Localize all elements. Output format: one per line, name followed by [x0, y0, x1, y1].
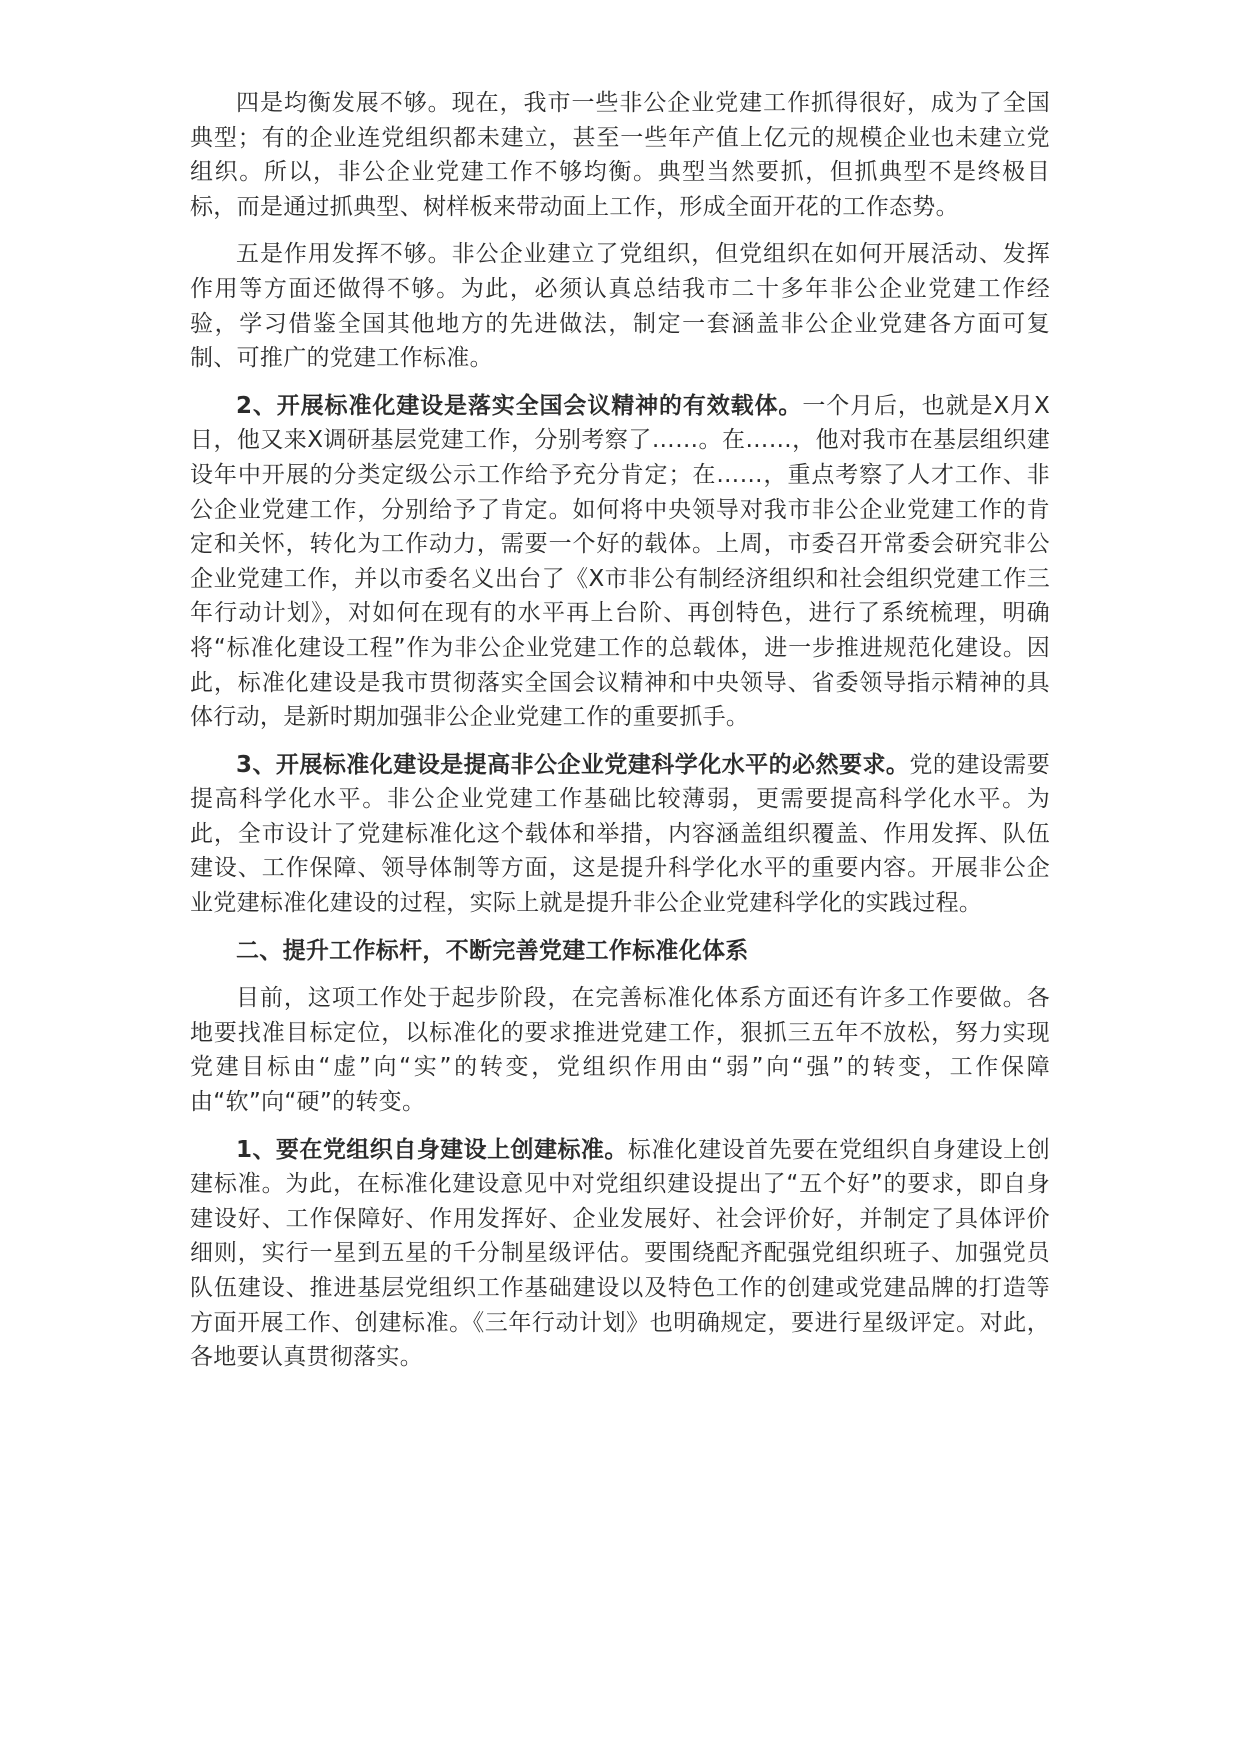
paragraph-current	[190, 981, 1050, 1119]
document-body	[190, 86, 1050, 1388]
paragraph-balance	[190, 86, 1050, 224]
paragraph-text: 四是均衡发展不够。现在，我市一些非公企业党建工作抓得很好，成为了全国典型；有的企业连党组织都未建立，甚至一些年产值上亿元的规模企业也未建立党组织。所以，非公企业党建工作不够均衡。典型当然要抓，但抓典型不是终极目标，而是通过抓典型、树样板来带动面上工作，形成全面开花的工作态势。	[190, 90, 1050, 220]
paragraph-text: 目前，这项工作处于起步阶段，在完善标准化体系方面还有许多工作要做。各地要找准目标定位，以标准化的要求推进党建工作，狠抓三五年不放松，努力实现党建目标由“虚”向“实”的转变，党组织作用由“弱”向“强”的转变，工作保障由“软”向“硬”的转变。	[190, 985, 1050, 1116]
paragraph-lead: 1、要在党组织自身建设上创建标准。	[236, 1136, 628, 1163]
paragraph-carrier	[190, 389, 1050, 735]
paragraph-text: 五是作用发挥不够。非公企业建立了党组织，但党组织在如何开展活动、发挥作用等方面还做得不够。为此，必须认真总结我市二十多年非公企业党建工作经验，学习借鉴全国其他地方的先进做法，制定一套涵盖非公企业党建各方面可复制、可推广的党建工作标准。	[190, 241, 1050, 372]
section-heading	[190, 934, 1050, 969]
paragraph-text: 党的建设需要提高科学化水平。非公企业党建工作基础比较薄弱，更需要提高科学化水平。为此，全市设计了党建标准化这个载体和举措，内容涵盖组织覆盖、作用发挥、队伍建设、工作保障、领导体制等方面，这是提升科学化水平的重要内容。开展非公企业党建标准化建设的过程，实际上就是提升非公企业党建科学化的实践过程。	[190, 751, 1050, 917]
paragraph-lead: 3、开展标准化建设是提高非公企业党建科学化水平的必然要求。	[236, 751, 910, 778]
paragraph-self-building	[190, 1133, 1050, 1375]
paragraph-text: 标准化建设首先要在党组织自身建设上创建标准。为此，在标准化建设意见中对党组织建设提出了“五个好”的要求，即自身建设好、工作保障好、作用发挥好、企业发展好、社会评价好，并制定了具体评价细则，实行一星到五星的千分制星级评估。要围绕配齐配强党组织班子、加强党员队伍建设、推进基层党组织工作基础建设以及特色工作的创建或党建品牌的打造等方面开展工作、创建标准。《三年行动计划》也明确规定，要进行星级评定。对此，各地要认真贯彻落实。	[190, 1136, 1051, 1371]
paragraph-scientific	[190, 748, 1050, 921]
paragraph-lead: 2、开展标准化建设是落实全国会议精神的有效载体。	[236, 392, 803, 419]
paragraph-role	[190, 237, 1050, 375]
section-heading-text: 二、提升工作标杆，不断完善党建工作标准化体系	[236, 937, 749, 964]
paragraph-text: 一个月后，也就是X月X日，他又来X调研基层党建工作，分别考察了……。在……，他对我市在基层组织建设年中开展的分类定级公示工作给予充分肯定；在……，重点考察了人才工作、非公企业党建工作，分别给予了肯定。如何将中央领导对我市非公企业党建工作的肯定和关怀，转化为工作动力，需要一个好的载体。上周，市委召开常委会研究非公企业党建工作，并以市委名义出台了《X市非公有制经济组织和社会组织党建工作三年行动计划》，对如何在现有的水平再上台阶、再创特色，进行了系统梳理，明确将“标准化建设工程”作为非公企业党建工作的总载体，进一步推进规范化建设。因此，标准化建设是我市贯彻落实全国会议精神和中央领导、省委领导指示精神的具体行动，是新时期加强非公企业党建工作的重要抓手。	[190, 392, 1050, 731]
